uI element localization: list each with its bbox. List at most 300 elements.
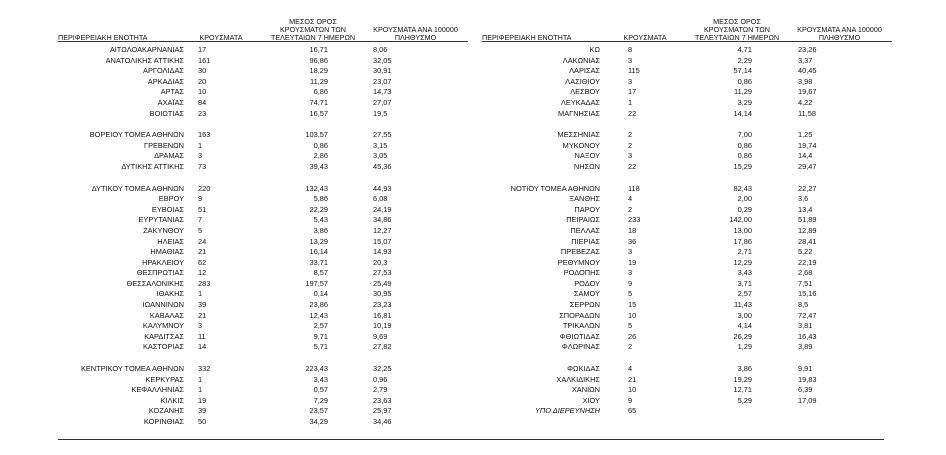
per-100000-value: 17,09 bbox=[798, 395, 817, 405]
cases-value: 1 bbox=[628, 97, 633, 107]
avg-value: 3,86 bbox=[313, 225, 328, 235]
table-row bbox=[58, 66, 468, 77]
per-100000-value: 32,05 bbox=[373, 55, 392, 65]
avg-value: 82,43 bbox=[733, 183, 752, 193]
per-100000-value: 14,4 bbox=[798, 151, 813, 161]
table-row bbox=[482, 226, 892, 237]
per-100000-value: 34,46 bbox=[373, 417, 392, 426]
region-name: ΝΟΤΙΟΥ ΤΟΜΕΑ ΑΘΗΝΩΝ bbox=[510, 183, 600, 193]
avg-value: 5,43 bbox=[313, 215, 328, 225]
region-name: ΣΑΜΟΥ bbox=[573, 289, 600, 299]
cases-value: 9 bbox=[628, 395, 633, 405]
table-row bbox=[58, 258, 468, 269]
cases-value: 22 bbox=[628, 108, 637, 118]
header-underline bbox=[58, 41, 468, 42]
avg-value: 2,57 bbox=[313, 321, 328, 331]
avg-value: 0,86 bbox=[737, 76, 752, 86]
per-100000-value: 29,47 bbox=[798, 161, 817, 171]
region-name: ΘΕΣΣΑΛΟΝΙΚΗΣ bbox=[126, 278, 184, 288]
table-row bbox=[58, 417, 468, 428]
avg-value: 7,29 bbox=[313, 395, 328, 405]
table-row bbox=[482, 162, 892, 173]
avg-value: 3,43 bbox=[737, 268, 752, 278]
per-100000-value: 3,37 bbox=[798, 55, 813, 65]
region-name: ΗΜΑΘΙΑΣ bbox=[150, 247, 184, 257]
table-row bbox=[482, 237, 892, 248]
cases-value: 21 bbox=[198, 247, 207, 257]
region-name: ΡΟΔΟΠΗΣ bbox=[563, 268, 600, 278]
per-100000-value: 11,58 bbox=[798, 108, 816, 118]
per-100000-value: 34,86 bbox=[373, 215, 392, 225]
table-row bbox=[482, 56, 892, 67]
per-100000-value: 3,81 bbox=[798, 321, 813, 331]
per-100000-value: 2,79 bbox=[373, 385, 388, 395]
cases-value: 115 bbox=[628, 66, 640, 76]
cases-value: 2 bbox=[628, 204, 633, 214]
avg-value: 4,14 bbox=[737, 321, 752, 331]
region-name: ΚΕΡΚΥΡΑΣ bbox=[145, 374, 184, 384]
per-100000-value: 51,89 bbox=[798, 215, 817, 225]
cases-value: 51 bbox=[198, 204, 207, 214]
per-100000-value: 14,93 bbox=[373, 247, 392, 257]
cases-value: 3 bbox=[628, 76, 633, 86]
avg-value: 0,14 bbox=[313, 289, 328, 299]
cases-value: 163 bbox=[198, 130, 211, 140]
region-name: ΝΑΞΟΥ bbox=[574, 151, 600, 161]
region-name: ΚΑΡΔΙΤΣΑΣ bbox=[144, 331, 184, 341]
avg-value: 39,43 bbox=[309, 161, 328, 171]
table-row bbox=[58, 396, 468, 407]
avg-value: 3,29 bbox=[737, 97, 752, 107]
table-row bbox=[58, 385, 468, 396]
per-100000-value: 4,22 bbox=[798, 97, 813, 107]
table-row bbox=[58, 237, 468, 248]
avg-value: 0,86 bbox=[737, 151, 752, 161]
table-row bbox=[58, 77, 468, 88]
region-name: ΜΑΓΝΗΣΙΑΣ bbox=[558, 108, 600, 118]
cases-value: 22 bbox=[628, 161, 637, 171]
avg-value: 11,29 bbox=[734, 87, 752, 97]
table-row bbox=[58, 332, 468, 343]
cases-value: 2 bbox=[628, 140, 633, 150]
cases-value: 3 bbox=[198, 321, 203, 331]
region-name: ΔΥΤΙΚΗΣ ΑΤΤΙΚΗΣ bbox=[121, 161, 184, 171]
per-100000-value: 19,74 bbox=[798, 140, 817, 150]
avg-value: 12,43 bbox=[309, 310, 328, 320]
avg-value: 16,14 bbox=[309, 247, 328, 257]
region-name: ΙΩΑΝΝΙΝΩΝ bbox=[142, 300, 184, 310]
per-100000-value: 28,41 bbox=[798, 236, 817, 246]
cases-value: 4 bbox=[628, 364, 633, 374]
table-row bbox=[482, 194, 892, 205]
region-name: ΚΑΣΤΟΡΙΑΣ bbox=[142, 342, 184, 352]
per-100000-value: 9,91 bbox=[798, 364, 813, 374]
avg-value: 2,71 bbox=[737, 247, 752, 257]
table-row bbox=[58, 300, 468, 311]
table-row bbox=[58, 194, 468, 205]
per-100000-value: 9,69 bbox=[373, 331, 388, 341]
region-name: ΝΗΣΩΝ bbox=[573, 161, 600, 171]
cases-value: 65 bbox=[628, 406, 637, 416]
region-name: ΠΡΕΒΕΖΑΣ bbox=[560, 247, 600, 257]
region-name: ΚΑΒΑΛΑΣ bbox=[149, 310, 184, 320]
table-row bbox=[482, 45, 892, 56]
per-100000-value: 6,39 bbox=[798, 385, 813, 395]
per-100000-value: 5,22 bbox=[798, 247, 813, 257]
avg-value: 12,29 bbox=[733, 257, 752, 267]
per-100000-value: 23,07 bbox=[373, 76, 392, 86]
header-region: ΠΕΡΙΦΕΡΕΙΑΚΗ ΕΝΟΤΗΤΑ bbox=[482, 33, 572, 42]
table-row bbox=[482, 279, 892, 290]
cases-value: 17 bbox=[628, 87, 637, 97]
avg-value: 33,71 bbox=[309, 257, 328, 267]
region-name: ΔΡΑΜΑΣ bbox=[154, 151, 184, 161]
per-100000-value: 7,51 bbox=[798, 278, 813, 288]
per-100000-value: 3,05 bbox=[373, 151, 388, 161]
per-100000-value: 24,19 bbox=[373, 204, 392, 214]
cases-value: 39 bbox=[198, 406, 207, 416]
avg-value: 142,00 bbox=[729, 215, 752, 225]
table-row bbox=[58, 268, 468, 279]
header-underline bbox=[482, 41, 892, 42]
per-100000-value: 45,36 bbox=[373, 161, 392, 171]
cases-value: 12 bbox=[198, 268, 207, 278]
region-name: ΚΩ bbox=[589, 45, 600, 54]
avg-value: 0,29 bbox=[737, 204, 752, 214]
cases-value: 20 bbox=[198, 76, 207, 86]
table-row bbox=[482, 205, 892, 216]
table-row bbox=[482, 141, 892, 152]
per-100000-value: 10,19 bbox=[373, 321, 392, 331]
avg-value: 13,00 bbox=[733, 225, 752, 235]
region-name: ΦΩΚΙΔΑΣ bbox=[567, 364, 600, 374]
region-name: ΚΕΝΤΡΙΚΟΥ ΤΟΜΕΑ ΑΘΗΝΩΝ bbox=[80, 364, 184, 374]
cases-value: 14 bbox=[198, 342, 207, 352]
region-name: ΕΥΡΥΤΑΝΙΑΣ bbox=[138, 215, 184, 225]
region-name: ΘΕΣΠΡΩΤΙΑΣ bbox=[136, 268, 184, 278]
region-name: ΞΑΝΘΗΣ bbox=[569, 194, 600, 204]
table-row bbox=[58, 342, 468, 353]
per-100000-value: 23,63 bbox=[373, 395, 392, 405]
cases-value: 5 bbox=[628, 289, 633, 299]
cases-value: 21 bbox=[628, 374, 637, 384]
avg-value: 13,29 bbox=[309, 236, 328, 246]
avg-value: 3,00 bbox=[737, 310, 752, 320]
region-name: ΧΑΝΙΩΝ bbox=[571, 385, 600, 395]
per-100000-value: 8,06 bbox=[373, 45, 388, 54]
per-100000-value: 15,07 bbox=[373, 236, 392, 246]
cases-value: 10 bbox=[628, 385, 637, 395]
region-name: ΥΠΟ ΔΙΕΡΕΥΝΗΣΗ bbox=[535, 406, 600, 416]
per-100000-value: 19,5 bbox=[373, 108, 388, 118]
avg-value: 12,71 bbox=[733, 385, 752, 395]
table-row bbox=[482, 215, 892, 226]
avg-value: 132,43 bbox=[305, 183, 328, 193]
table-row bbox=[58, 87, 468, 98]
right-table-body bbox=[482, 45, 892, 417]
avg-value: 1,29 bbox=[737, 342, 752, 352]
cases-value: 21 bbox=[198, 310, 207, 320]
table-row bbox=[58, 109, 468, 120]
avg-value: 16,57 bbox=[309, 108, 328, 118]
avg-value: 7,00 bbox=[737, 130, 752, 140]
table-row bbox=[482, 77, 892, 88]
per-100000-value: 3,98 bbox=[798, 76, 813, 86]
cases-value: 23 bbox=[198, 108, 207, 118]
cases-value: 9 bbox=[198, 194, 203, 204]
region-name: ΠΕΛΛΑΣ bbox=[570, 225, 600, 235]
left-table bbox=[58, 4, 468, 428]
table-row bbox=[58, 184, 468, 195]
cases-value: 5 bbox=[198, 225, 203, 235]
header-cases-per-100000: ΚΡΟΥΣΜΑΤΑ ΑΝΑ 100000 ΠΛΗΘΥΣΜΟ bbox=[797, 25, 882, 42]
table-row bbox=[482, 66, 892, 77]
table-row bbox=[58, 364, 468, 375]
per-100000-value: 15,16 bbox=[798, 289, 817, 299]
cases-value: 10 bbox=[198, 87, 207, 97]
cases-value: 5 bbox=[628, 321, 633, 331]
region-name: ΜΕΣΣΗΝΙΑΣ bbox=[557, 130, 600, 140]
per-100000-value: 30,95 bbox=[373, 289, 392, 299]
cases-value: 73 bbox=[198, 161, 207, 171]
per-100000-value: 22,19 bbox=[798, 257, 817, 267]
region-name: ΚΑΛΥΜΝΟΥ bbox=[142, 321, 184, 331]
region-name: ΣΕΡΡΩΝ bbox=[569, 300, 600, 310]
avg-value: 3,43 bbox=[313, 374, 328, 384]
region-name: ΛΑΚΩΝΙΑΣ bbox=[562, 55, 600, 65]
cases-value: 17 bbox=[198, 45, 207, 54]
avg-value: 2,86 bbox=[313, 151, 328, 161]
cases-value: 84 bbox=[198, 97, 207, 107]
cases-value: 26 bbox=[628, 331, 637, 341]
header-cases: ΚΡΟΥΣΜΑΤΑ bbox=[199, 33, 243, 42]
per-100000-value: 30,91 bbox=[373, 66, 392, 76]
avg-value: 23,86 bbox=[309, 300, 328, 310]
table-row bbox=[482, 375, 892, 386]
table-row bbox=[58, 56, 468, 67]
header-7day-average: ΜΕΣΟΣ ΟΡΟΣ ΚΡΟΥΣΜΑΤΩΝ ΤΩΝ ΤΕΛΕΥΤΑΙΩΝ 7 ΗΜΕΡΩΝ bbox=[694, 17, 780, 42]
cases-value: 19 bbox=[628, 257, 637, 267]
cases-value: 15 bbox=[628, 300, 637, 310]
per-100000-value: 27,07 bbox=[373, 97, 392, 107]
cases-value: 161 bbox=[198, 55, 211, 65]
table-row bbox=[482, 98, 892, 109]
table-row bbox=[58, 130, 468, 141]
cases-value: 1 bbox=[198, 140, 203, 150]
cases-value: 18 bbox=[628, 225, 637, 235]
region-name: ΜΥΚΟΝΟΥ bbox=[562, 140, 600, 150]
per-100000-value: 8,5 bbox=[798, 300, 809, 310]
table-row bbox=[58, 375, 468, 386]
avg-value: 26,29 bbox=[733, 331, 752, 341]
table-bottom-rule bbox=[58, 439, 884, 440]
table-row bbox=[482, 258, 892, 269]
avg-value: 57,14 bbox=[733, 66, 752, 76]
per-100000-value: 16,43 bbox=[798, 331, 817, 341]
region-name: ΕΒΡΟΥ bbox=[158, 194, 184, 204]
avg-value: 96,86 bbox=[309, 55, 328, 65]
region-name: ΛΑΣΙΘΙΟΥ bbox=[565, 76, 600, 86]
table-row bbox=[58, 321, 468, 332]
table-row bbox=[482, 311, 892, 322]
table-row bbox=[482, 130, 892, 141]
table-row bbox=[482, 332, 892, 343]
avg-value: 18,29 bbox=[309, 66, 328, 76]
cases-value: 11 bbox=[198, 331, 206, 341]
per-100000-value: 14,73 bbox=[373, 87, 392, 97]
per-100000-value: 44,93 bbox=[373, 183, 392, 193]
avg-value: 17,86 bbox=[733, 236, 752, 246]
region-name: ΔΥΤΙΚΟΥ ΤΟΜΕΑ ΑΘΗΝΩΝ bbox=[91, 183, 184, 193]
avg-value: 15,29 bbox=[733, 161, 752, 171]
table-row bbox=[482, 151, 892, 162]
right-table bbox=[482, 4, 892, 417]
cases-value: 24 bbox=[198, 236, 207, 246]
table-row bbox=[482, 396, 892, 407]
region-name: ΗΛΕΙΑΣ bbox=[157, 236, 184, 246]
region-name: ΦΘΙΩΤΙΔΑΣ bbox=[559, 331, 600, 341]
table-row bbox=[482, 247, 892, 258]
region-name: ΠΕΙΡΑΙΩΣ bbox=[566, 215, 600, 225]
region-name: ΓΡΕΒΕΝΩΝ bbox=[144, 140, 184, 150]
region-name: ΦΛΩΡΙΝΑΣ bbox=[561, 342, 600, 352]
table-row bbox=[482, 184, 892, 195]
header-cases: ΚΡΟΥΣΜΑΤΑ bbox=[623, 33, 667, 42]
region-name: ΛΕΥΚΑΔΑΣ bbox=[560, 97, 600, 107]
per-100000-value: 0,96 bbox=[373, 374, 388, 384]
table-row bbox=[482, 300, 892, 311]
cases-value: 2 bbox=[628, 130, 633, 140]
avg-value: 2,57 bbox=[737, 289, 752, 299]
cases-value: 220 bbox=[198, 183, 211, 193]
per-100000-value: 27,55 bbox=[373, 130, 392, 140]
avg-value: 223,43 bbox=[305, 364, 328, 374]
per-100000-value: 27,82 bbox=[373, 342, 392, 352]
avg-value: 0,86 bbox=[313, 140, 328, 150]
header-cases-per-100000: ΚΡΟΥΣΜΑΤΑ ΑΝΑ 100000 ΠΛΗΘΥΣΜΟ bbox=[373, 25, 458, 42]
cases-value: 39 bbox=[198, 300, 207, 310]
region-name: ΛΕΣΒΟΥ bbox=[570, 87, 600, 97]
cases-value: 3 bbox=[628, 247, 633, 257]
table-row bbox=[58, 162, 468, 173]
avg-value: 16,71 bbox=[309, 45, 328, 54]
table-row bbox=[482, 364, 892, 375]
cases-value: 332 bbox=[198, 364, 211, 374]
per-100000-value: 32,25 bbox=[373, 364, 392, 374]
avg-value: 14,14 bbox=[733, 108, 752, 118]
cases-value: 3 bbox=[628, 151, 633, 161]
per-100000-value: 40,45 bbox=[798, 66, 817, 76]
region-name: ΚΙΛΚΙΣ bbox=[160, 395, 184, 405]
region-name: ΠΑΡΟΥ bbox=[574, 204, 600, 214]
table-row bbox=[58, 311, 468, 322]
region-name: ΗΡΑΚΛΕΙΟΥ bbox=[142, 257, 184, 267]
avg-value: 197,57 bbox=[305, 278, 328, 288]
table-row bbox=[482, 268, 892, 279]
left-table-header bbox=[58, 4, 468, 42]
table-row bbox=[482, 385, 892, 396]
table-row bbox=[58, 226, 468, 237]
region-name: ΣΠΟΡΑΔΩΝ bbox=[559, 310, 600, 320]
cases-value: 1 bbox=[198, 289, 203, 299]
right-table-header bbox=[482, 4, 892, 42]
avg-value: 9,71 bbox=[313, 331, 328, 341]
per-100000-value: 19,67 bbox=[798, 87, 817, 97]
per-100000-value: 27,53 bbox=[373, 268, 392, 278]
region-name: ΒΟΙΩΤΙΑΣ bbox=[149, 108, 184, 118]
avg-value: 103,57 bbox=[305, 130, 328, 140]
per-100000-value: 6,08 bbox=[373, 194, 388, 204]
region-name: ΚΕΦΑΛΛΗΝΙΑΣ bbox=[131, 385, 184, 395]
avg-value: 0,57 bbox=[313, 385, 328, 395]
per-100000-value: 16,81 bbox=[373, 310, 392, 320]
region-name: ΤΡΙΚΑΛΩΝ bbox=[562, 321, 600, 331]
region-name: ΛΑΡΙΣΑΣ bbox=[569, 66, 600, 76]
region-name: ΖΑΚΥΝΘΟΥ bbox=[143, 225, 184, 235]
per-100000-value: 20,3 bbox=[373, 257, 388, 267]
per-100000-value: 12,89 bbox=[798, 225, 817, 235]
cases-value: 9 bbox=[628, 278, 633, 288]
avg-value: 4,71 bbox=[737, 45, 752, 54]
region-name: ΒΟΡΕΙΟΥ ΤΟΜΕΑ ΑΘΗΝΩΝ bbox=[89, 130, 184, 140]
avg-value: 3,86 bbox=[737, 364, 752, 374]
table-row bbox=[58, 215, 468, 226]
avg-value: 11,43 bbox=[734, 300, 752, 310]
avg-value: 8,57 bbox=[313, 268, 328, 278]
table-row bbox=[58, 247, 468, 258]
per-100000-value: 22,27 bbox=[798, 183, 817, 193]
region-name: ΑΡΓΟΛΙΔΑΣ bbox=[143, 66, 184, 76]
avg-value: 5,86 bbox=[313, 194, 328, 204]
per-100000-value: 3,15 bbox=[373, 140, 388, 150]
avg-value: 5,71 bbox=[313, 342, 328, 352]
per-100000-value: 3,6 bbox=[798, 194, 809, 204]
table-row bbox=[58, 205, 468, 216]
table-row bbox=[482, 289, 892, 300]
per-100000-value: 3,89 bbox=[798, 342, 813, 352]
table-row bbox=[482, 87, 892, 98]
region-name: ΚΟΖΑΝΗΣ bbox=[148, 406, 184, 416]
per-100000-value: 23,26 bbox=[798, 45, 817, 54]
avg-value: 74,71 bbox=[309, 97, 328, 107]
per-100000-value: 2,68 bbox=[798, 268, 813, 278]
avg-value: 2,29 bbox=[737, 55, 752, 65]
cases-value: 118 bbox=[628, 183, 640, 193]
region-name: ΧΙΟΥ bbox=[582, 395, 600, 405]
cases-value: 50 bbox=[198, 417, 207, 426]
avg-value: 11,29 bbox=[310, 76, 328, 86]
cases-value: 30 bbox=[198, 66, 207, 76]
cases-value: 62 bbox=[198, 257, 207, 267]
region-name: ΕΥΒΟΙΑΣ bbox=[151, 204, 184, 214]
per-100000-value: 72,47 bbox=[798, 310, 817, 320]
cases-value: 3 bbox=[628, 55, 633, 65]
cases-value: 10 bbox=[628, 310, 637, 320]
region-name: ΠΙΕΡΙΑΣ bbox=[571, 236, 600, 246]
per-100000-value: 13,4 bbox=[798, 204, 813, 214]
avg-value: 19,29 bbox=[733, 374, 752, 384]
table-row bbox=[58, 151, 468, 162]
per-100000-value: 23,23 bbox=[373, 300, 392, 310]
per-100000-value: 19,83 bbox=[798, 374, 817, 384]
cases-value: 2 bbox=[628, 342, 633, 352]
cases-value: 283 bbox=[198, 278, 211, 288]
cases-value: 8 bbox=[628, 45, 633, 54]
cases-value: 19 bbox=[198, 395, 207, 405]
table-row bbox=[58, 45, 468, 56]
cases-value: 3 bbox=[628, 268, 633, 278]
avg-value: 2,00 bbox=[737, 194, 752, 204]
